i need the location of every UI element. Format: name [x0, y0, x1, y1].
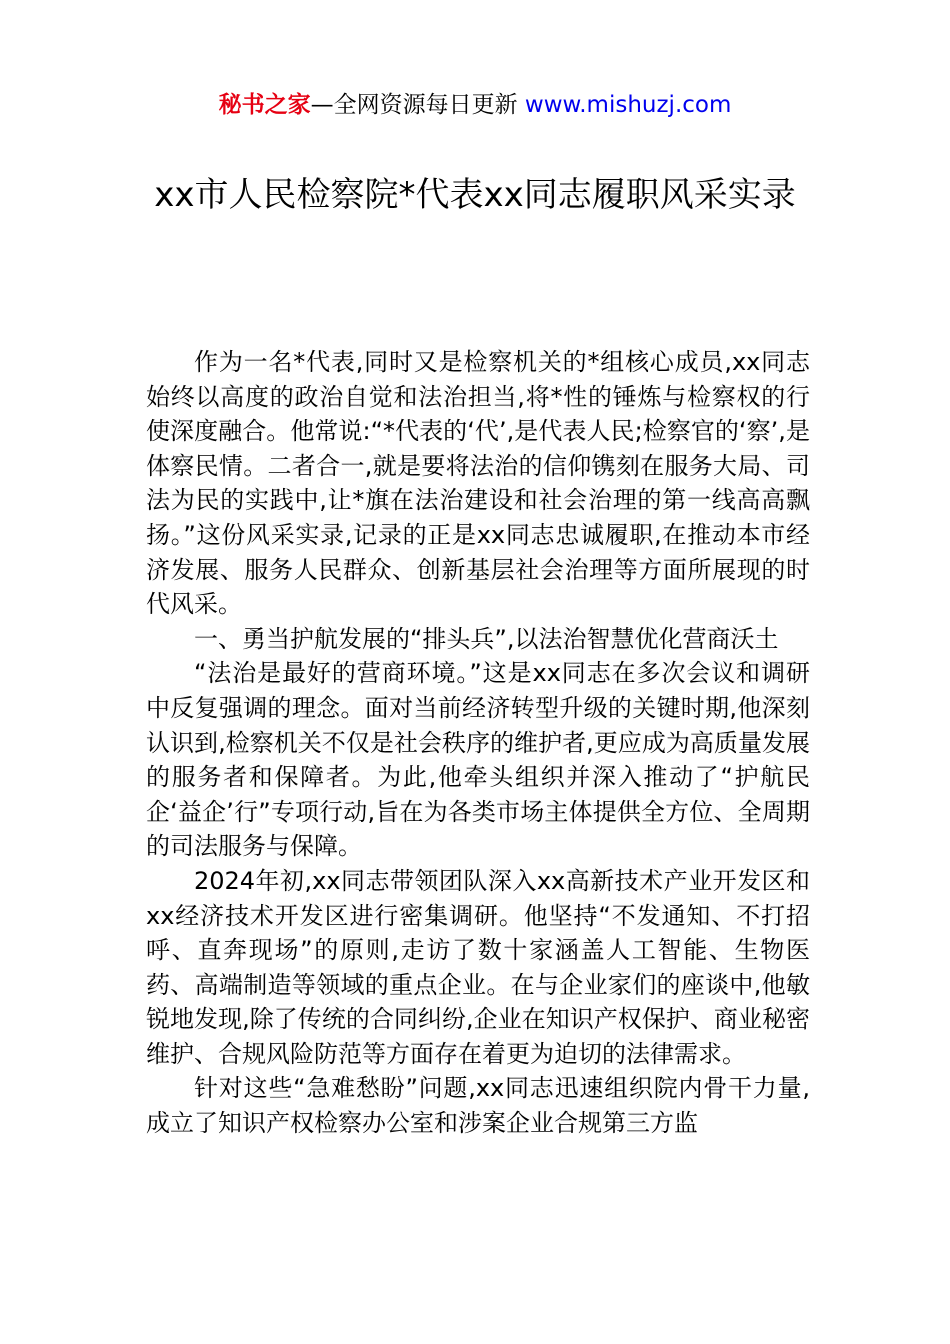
- site-tagline: —全网资源每日更新: [310, 92, 518, 118]
- section-heading: 一、勇当护航发展的“排头兵”,以法治智慧优化营商沃土: [194, 624, 779, 653]
- document-title: xx市人民检察院*代表xx同志履职风采实录: [154, 175, 796, 215]
- site-header: [0, 88, 950, 122]
- site-brand: 秘书之家: [218, 92, 311, 118]
- body-paragraph: 2024年初,xx同志带领团队深入xx高新技术产业开发区和xx经济技术开发区进行密集调研。他坚持“不发通知、不打招呼、直奔现场”的原则,走访了数十家涵盖人工智能、生物医药、高端制造等领域的重点企业。在与企业家们的座谈中,他敏锐地发现,除了传统的合同纠纷,企业在知识产权保护、商业秘密维护、合规风险防范等方面存在着更为迫切的法律需求。: [146, 866, 810, 1068]
- document-body: [146, 345, 810, 1141]
- body-paragraph: 针对这些“急难愁盼”问题,xx同志迅速组织院内骨干力量,成立了知识产权检察办公室和涉案企业合规第三方监: [146, 1074, 810, 1138]
- site-url-link[interactable]: www.mishuzj.com: [524, 92, 732, 118]
- intro-paragraph: 作为一名*代表,同时又是检察机关的*组核心成员,xx同志始终以高度的政治自觉和法治担当,将*性的锤炼与检察权的行使深度融合。他常说:“*代表的‘代’,是代表人民;检察官的‘察’,是体察民情。二者合一,就是要将法治的信仰镌刻在服务大局、司法为民的实践中,让*旗在法治建设和社会治理的第一线高高飘扬。”这份风采实录,记录的正是xx同志忠诚履职,在推动本市经济发展、服务人民群众、创新基层社会治理等方面所展现的时代风采。: [146, 348, 810, 619]
- body-paragraph: “法治是最好的营商环境。”这是xx同志在多次会议和调研中反复强调的理念。面对当前经济转型升级的关键时期,他深刻认识到,检察机关不仅是社会秩序的维护者,更应成为高质量发展的服务者和保障者。为此,他牵头组织并深入推动了“护航民企‘益企’行”专项行动,旨在为各类市场主体提供全方位、全周期的司法服务与保障。: [146, 659, 810, 861]
